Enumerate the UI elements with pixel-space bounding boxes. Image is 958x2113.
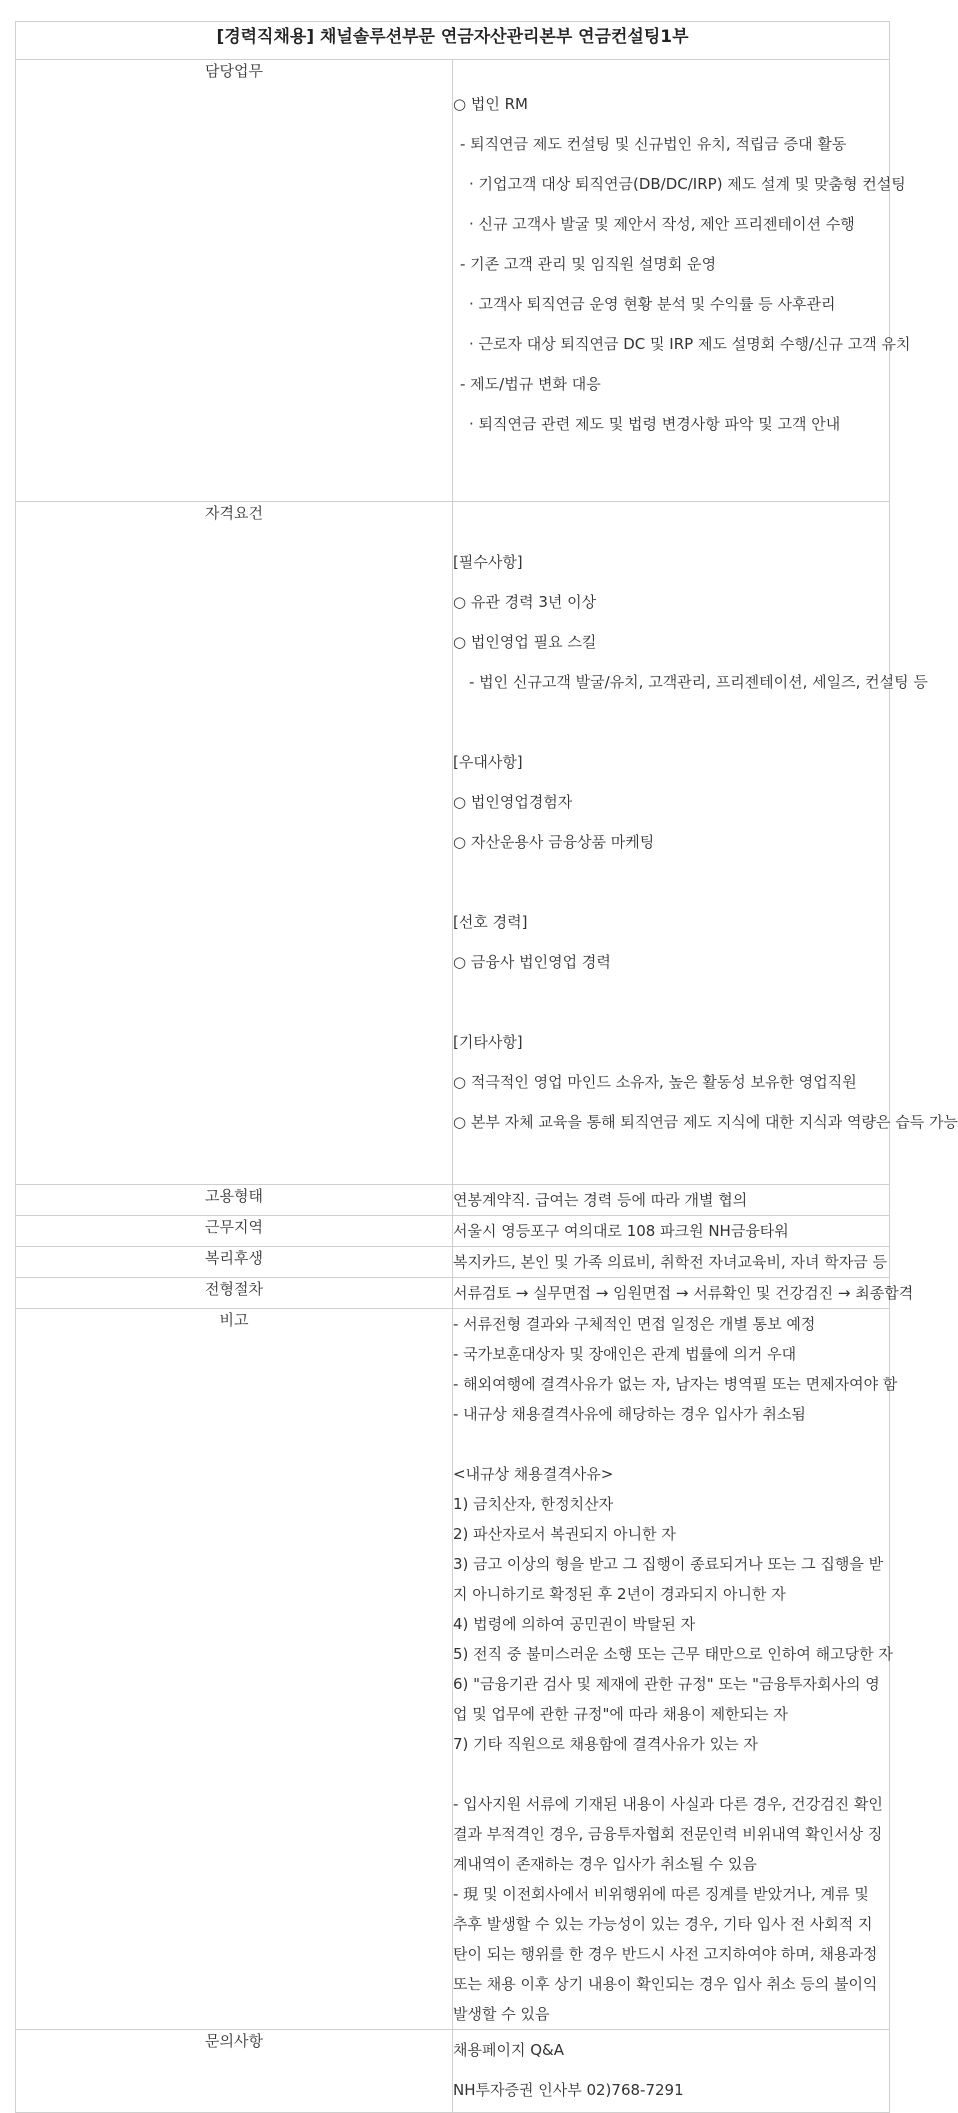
notes-bullet: - 국가보훈대상자 및 장애인은 관계 법률에 의거 우대 [453,1345,797,1363]
inquiry-row [16,2030,890,2113]
cancel-item: - 現 및 이전회사에서 비위행위에 따른 징계를 받았거나, 계류 및 추후 발생할 수 있는 가능성이 있는 경우, 기타 입사 전 사회적 지탄이 되는 행위를 한 경우 반드시 사전 고지하여야 하며, 채용과정 또는 채용 이후 상기 내용이 확인되는 경우 입사 취소 등의 불이익 발생할 수 있음 [453,1885,878,2023]
reason-item: 7) 기타 직원으로 채용함에 결격사유가 있는 자 [453,1735,758,1753]
duty-line: · 근로자 대상 퇴직연금 DC 및 IRP 제도 설명회 수행/신규 고객 유치 [469,335,911,353]
duties-row [16,60,890,502]
duty-line: - 퇴직연금 제도 컨설팅 및 신규법인 유치, 적립금 증대 활동 [460,135,847,153]
duty-line: · 퇴직연금 관련 제도 및 법령 변경사항 파악 및 고객 안내 [469,415,841,433]
inquiry-line: NH투자증권 인사부 02)768-7291 [453,2081,684,2099]
required-heading: [필수사항] [453,553,523,571]
location-label: 근무지역 [16,1216,453,1247]
employment-type-label: 고용형태 [16,1185,453,1216]
duty-line: · 기업고객 대상 퇴직연금(DB/DC/IRP) 제도 설계 및 맞춤형 컨설팅 [469,175,906,193]
notes-bullet: - 내규상 채용결격사유에 해당하는 경우 입사가 취소됨 [453,1405,806,1423]
duty-line: ○ 법인 RM [453,95,528,113]
notes-label: 비고 [16,1309,453,2030]
notes-content [453,1309,898,2030]
duty-line: · 신규 고객사 발굴 및 제안서 작성, 제안 프리젠테이션 수행 [469,215,855,233]
location-row [16,1216,890,1247]
reason-item: 1) 금치산자, 한정치산자 [453,1495,614,1513]
notes-bullet: - 서류전형 결과와 구체적인 면접 일정은 개별 통보 예정 [453,1315,816,1333]
preferred-item: ○ 자산운용사 금융상품 마케팅 [453,833,655,851]
inquiry-content [453,2030,890,2113]
benefits-label: 복리후생 [16,1247,453,1278]
duties-content [453,60,911,502]
notes-row [16,1309,890,2030]
title-row [16,22,890,60]
process-value: 서류검토 → 실무면접 → 임원면접 → 서류확인 및 건강검진 → 최종합격 [453,1284,914,1302]
required-item: ○ 법인영업 필요 스킬 [453,633,597,651]
duties-label: 담당업무 [16,60,453,502]
process-row [16,1278,890,1309]
cancel-item: - 입사지원 서류에 기재된 내용이 사실과 다른 경우, 건강검진 확인 결과 부적격인 경우, 금융투자협회 전문인력 비위내역 확인서상 징계내역이 존재하는 경우 입사가 취소될 수 있음 [453,1795,883,1873]
inquiry-line: 채용페이지 Q&A [453,2041,564,2059]
reasons-heading: <내규상 채용결격사유> [453,1465,614,1483]
career-heading: [선호 경력] [453,913,528,931]
reason-item: 2) 파산자로서 복권되지 아니한 자 [453,1525,676,1543]
duty-line: - 제도/법규 변화 대응 [460,375,601,393]
etc-item: ○ 적극적인 영업 마인드 소유자, 높은 활동성 보유한 영업직원 [453,1073,857,1091]
qualifications-label: 자격요건 [16,502,453,1185]
duty-line: - 기존 고객 관리 및 임직원 설명회 운영 [460,255,717,273]
job-posting-table [15,21,958,2113]
required-item: ○ 유관 경력 3년 이상 [453,593,597,611]
etc-item: ○ 본부 자체 교육을 통해 퇴직연금 제도 지식에 대한 지식과 역량은 습득 가능 [453,1113,958,1131]
qualifications-content [453,502,958,1185]
benefits-value: 복지카드, 본인 및 가족 의료비, 취학전 자녀교육비, 자녀 학자금 등 [453,1253,887,1271]
process-label: 전형절차 [16,1278,453,1309]
notes-bullet: - 해외여행에 결격사유가 없는 자, 남자는 병역필 또는 면제자여야 함 [453,1375,898,1393]
duty-line: · 고객사 퇴직연금 운영 현황 분석 및 수익률 등 사후관리 [469,295,836,313]
qualifications-row [16,502,890,1185]
required-sub-item: - 법인 신규고객 발굴/유치, 고객관리, 프리젠테이션, 세일즈, 컨설팅 등 [469,673,928,691]
location-value: 서울시 영등포구 여의대로 108 파크원 NH금융타워 [453,1222,789,1240]
reason-item: 4) 법령에 의하여 공민권이 박탈된 자 [453,1615,696,1633]
reason-item: 5) 전직 중 불미스러운 소행 또는 근무 태만으로 인하여 해고당한 자 [453,1645,893,1663]
reason-item: 3) 금고 이상의 형을 받고 그 집행이 종료되거나 또는 그 집행을 받지 아니하기로 확정된 후 2년이 경과되지 아니한 자 [453,1555,884,1603]
career-item: ○ 금융사 법인영업 경력 [453,953,611,971]
reason-item: 6) "금융기관 검사 및 제재에 관한 규정" 또는 "금융투자회사의 영업 및 업무에 관한 규정"에 따라 채용이 제한되는 자 [453,1675,880,1723]
posting-title: [경력직채용] 채널솔루션부문 연금자산관리본부 연금컨설팅1부 [16,22,890,60]
employment-type-row [16,1185,890,1216]
etc-heading: [기타사항] [453,1033,523,1051]
employment-type-value: 연봉계약직. 급여는 경력 등에 따라 개별 협의 [453,1191,748,1209]
preferred-heading: [우대사항] [453,753,523,771]
preferred-item: ○ 법인영업경험자 [453,793,573,811]
benefits-row [16,1247,890,1278]
inquiry-label: 문의사항 [16,2030,453,2113]
